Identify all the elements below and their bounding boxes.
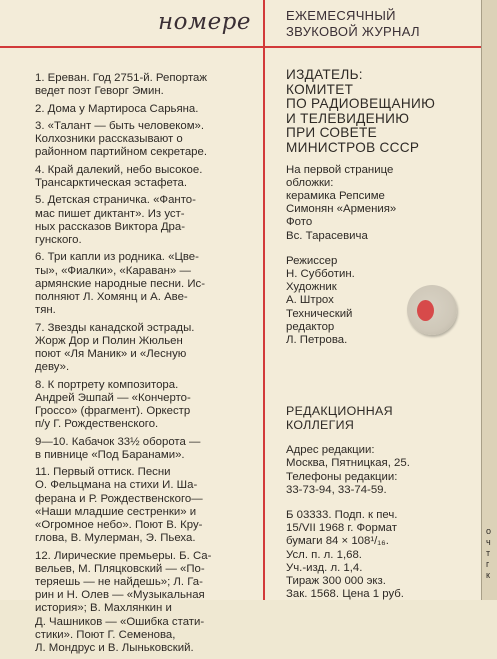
contents-item-line: «Наши младшие сестренки» и bbox=[35, 505, 197, 518]
contents-item bbox=[35, 466, 247, 545]
publisher-block bbox=[286, 68, 466, 156]
print-detail-line: Тираж 300 000 экз. bbox=[286, 575, 386, 588]
contents-item-line: 2. Дома у Мартироса Сарьяна. bbox=[35, 102, 199, 115]
edge-text bbox=[486, 526, 491, 581]
contents-item-line: Колхозники рассказывают о bbox=[35, 133, 183, 146]
contents-item bbox=[35, 103, 247, 116]
edge-text-line: ч bbox=[486, 537, 491, 547]
imprint-column bbox=[286, 68, 466, 613]
staff-credit-line: Технический bbox=[286, 307, 353, 320]
print-details bbox=[286, 509, 466, 601]
print-detail-line: Зак. 1568. Цена 1 руб. bbox=[286, 588, 404, 601]
contents-item bbox=[35, 164, 247, 190]
contents-item-line: теряешь — не найдешь»; Л. Га- bbox=[35, 575, 203, 588]
address-block bbox=[286, 444, 466, 497]
contents-item-line: Гроссо» (фрагмент). Оркестр bbox=[35, 404, 191, 417]
print-detail-line: бумаги 84 × 108¹/₁₆. bbox=[286, 535, 389, 548]
contents-item-line: гунского. bbox=[35, 233, 82, 246]
section-title: номере bbox=[158, 9, 252, 35]
contents-item-line: ведет поэт Геворг Эмин. bbox=[35, 85, 164, 98]
contents-item-line: Жорж Дор и Полин Жюльен bbox=[35, 334, 183, 347]
publisher-line: МИНИСТРОВ СССР bbox=[286, 139, 420, 155]
contents-item-line: полняют Л. Хомянц и А. Аве- bbox=[35, 290, 188, 303]
print-detail-line: Усл. п. л. 1,68. bbox=[286, 548, 362, 561]
contents-item-line: Трансарктическая эстафета. bbox=[35, 176, 188, 189]
staff-credit-line: Режиссер bbox=[286, 254, 338, 267]
contents-item-line: мас пишет диктант». Из уст- bbox=[35, 207, 185, 220]
contents-item-line: армянские народные песни. Ис- bbox=[35, 277, 206, 290]
contents-item-line: Андрей Эшпай — «Кончерто- bbox=[35, 391, 191, 404]
contents-item-line: ных рассказов Виктора Дра- bbox=[35, 220, 185, 233]
contents-item-line: 4. Край далекий, небо высокое. bbox=[35, 163, 203, 176]
contents-item-line: районном партийном секретаре. bbox=[35, 146, 207, 159]
contents-item-line: 7. Звезды канадской эстрады. bbox=[35, 321, 195, 334]
staff-credit-line: Л. Петрова. bbox=[286, 334, 348, 346]
contents-item bbox=[35, 251, 247, 317]
contents-item-line: вельев, М. Пляцковский — «По- bbox=[35, 562, 205, 575]
contents-item-line: 1. Ереван. Год 2751-й. Репортаж bbox=[35, 72, 207, 84]
contents-item-line: 5. Детская страничка. «Фанто- bbox=[35, 194, 196, 207]
contents-item-line: ферана и Р. Рождественского— bbox=[35, 492, 203, 505]
publisher-line: И ТЕЛЕВИДЕНИЮ bbox=[286, 110, 410, 126]
column-red-rule bbox=[263, 0, 265, 600]
contents-item-line: история»; В. Махлянкин и bbox=[35, 602, 172, 615]
publisher-line: ПО РАДИОВЕЩАНИЮ bbox=[286, 96, 436, 112]
print-detail-line: 15/VII 1968 г. Формат bbox=[286, 522, 397, 535]
edge-text-line: г bbox=[486, 559, 490, 569]
address-line: 33-73-94, 33-74-59. bbox=[286, 483, 387, 496]
edge-text-line: к bbox=[486, 570, 490, 580]
contents-item bbox=[35, 120, 247, 160]
next-page-edge bbox=[481, 0, 497, 600]
contents-item bbox=[35, 550, 247, 656]
contents-item-line: стики». Поют Г. Семенова, bbox=[35, 628, 176, 641]
edge-text-line: о bbox=[486, 526, 492, 536]
contents-list bbox=[35, 72, 247, 659]
print-detail-line: Б 03333. Подп. к печ. bbox=[286, 509, 398, 522]
contents-item-line: Л. Мондрус и В. Лыньковский. bbox=[35, 642, 194, 654]
header-red-rule bbox=[0, 46, 481, 48]
cover-credit-line: Симонян «Армения» bbox=[286, 203, 397, 216]
editorial-board bbox=[286, 404, 466, 432]
publisher-line: КОМИТЕТ bbox=[286, 81, 354, 97]
staff-credit-line: редактор bbox=[286, 320, 335, 333]
contents-item-line: рин и Н. Олев — «Музыкальная bbox=[35, 589, 205, 602]
magazine-title: ЕЖЕМЕСЯЧНЫЙ ЗВУКОВОЙ ЖУРНАЛ bbox=[286, 8, 420, 39]
contents-item bbox=[35, 436, 247, 462]
contents-item bbox=[35, 322, 247, 375]
contents-item bbox=[35, 194, 247, 247]
cover-credit-line: обложки: bbox=[286, 176, 334, 189]
contents-item-line: 11. Первый оттиск. Песни bbox=[35, 466, 171, 479]
cover-credit-line: Вс. Тарасевича bbox=[286, 229, 368, 242]
cover-credit bbox=[286, 164, 466, 243]
contents-item-line: О. Фельцмана на стихи И. Ша- bbox=[35, 479, 198, 492]
board-line: КОЛЛЕГИЯ bbox=[286, 418, 355, 433]
print-detail-line: Уч.-изд. л. 1,4. bbox=[286, 561, 363, 574]
contents-item bbox=[35, 379, 247, 432]
contents-item-line: глова, В. Мулерман, Э. Пьеха. bbox=[35, 532, 196, 545]
contents-item-line: п/у Г. Рождественского. bbox=[35, 418, 159, 431]
contents-item-line: 8. К портрету композитора. bbox=[35, 378, 179, 391]
address-line: Адрес редакции: bbox=[286, 444, 375, 457]
publisher-line: ПРИ СОВЕТЕ bbox=[286, 125, 377, 141]
contents-item-line: Д. Чашников — «Ошибка стати- bbox=[35, 615, 205, 628]
contents-item bbox=[35, 72, 247, 98]
contents-item-line: тян. bbox=[35, 304, 56, 317]
board-line: РЕДАКЦИОННАЯ bbox=[286, 404, 393, 419]
publisher-line: ИЗДАТЕЛЬ: bbox=[286, 67, 363, 82]
cover-credit-line: керамика Репсиме bbox=[286, 189, 385, 202]
edge-text-line: т bbox=[486, 548, 491, 558]
contents-item-line: 9—10. Кабачок 33½ оборота — bbox=[35, 435, 201, 448]
contents-item-line: 6. Три капли из родника. «Цве- bbox=[35, 251, 199, 264]
cover-credit-line: На первой странице bbox=[286, 163, 394, 176]
contents-item-line: ты», «Фиалки», «Караван» — bbox=[35, 264, 191, 277]
staff-credit-line: Н. Субботин. bbox=[286, 267, 355, 280]
cover-credit-line: Фото bbox=[286, 216, 313, 229]
contents-item-line: в пивнице «Под Баранами». bbox=[35, 448, 185, 461]
address-line: Телефоны редакции: bbox=[286, 470, 398, 483]
address-line: Москва, Пятницкая, 25. bbox=[286, 457, 410, 470]
contents-item-line: 3. «Талант — быть человеком». bbox=[35, 119, 205, 132]
contents-item-line: деву». bbox=[35, 361, 70, 374]
contents-item-line: «Огромное небо». Поют В. Кру- bbox=[35, 518, 203, 531]
staff-credit-line: Художник bbox=[286, 281, 337, 294]
disc-center-hole bbox=[417, 300, 434, 321]
contents-item-line: 12. Лирические премьеры. Б. Са- bbox=[35, 549, 212, 562]
contents-item-line: поют «Ля Маник» и «Лесную bbox=[35, 347, 187, 360]
staff-credit-line: А. Штрох bbox=[286, 294, 334, 307]
